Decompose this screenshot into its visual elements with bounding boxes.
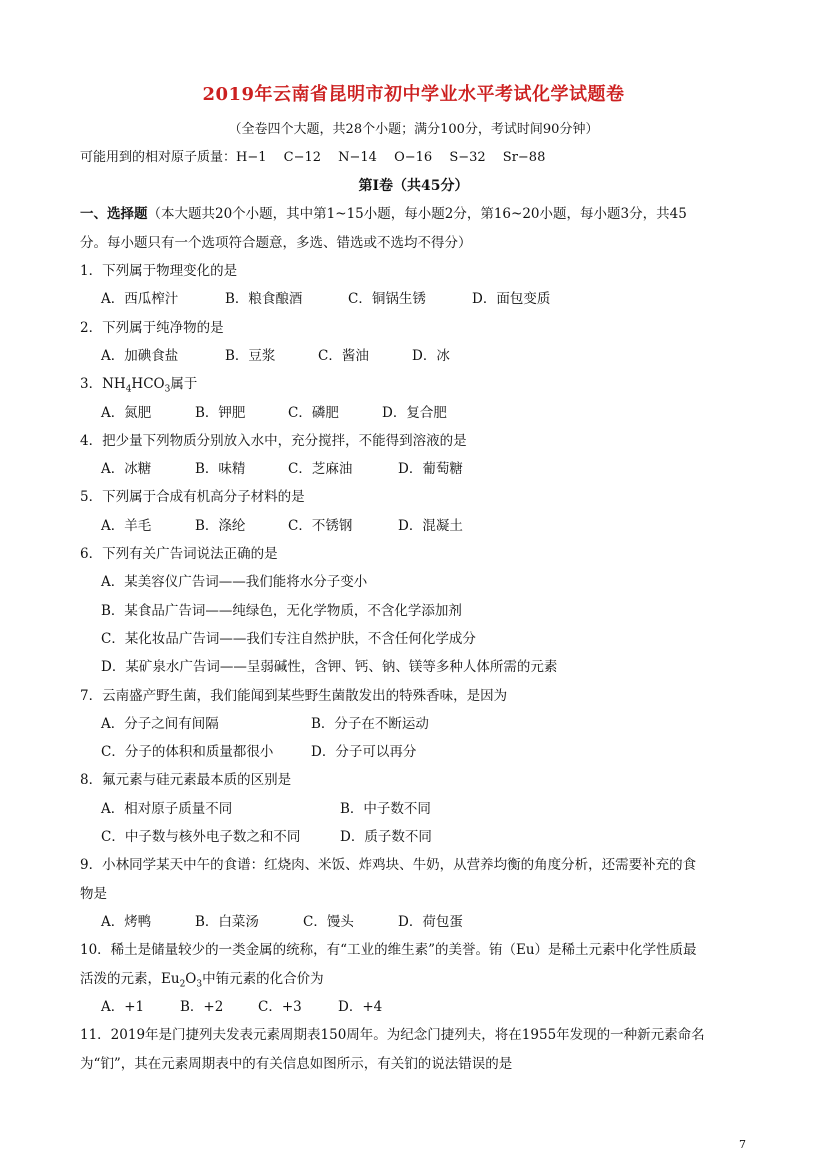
q8-option-a: A．相对原子质量不同	[101, 801, 233, 817]
q10-formula-part: O	[185, 971, 197, 987]
question-7-stem: 7．云南盛产野生菌，我们能闻到某些野生菌散发出的特殊香味，是因为	[80, 688, 508, 704]
q2-option-b: B．豆浆	[225, 348, 276, 364]
atomic-masses: 可能用到的相对原子质量：H−1 C−12 N−14 O−16 S−32 Sr−88	[80, 150, 546, 165]
instructions-line-1	[80, 202, 687, 222]
q3-option-a: A．氮肥	[101, 405, 152, 421]
exam-title: 2019年云南省昆明市初中学业水平考试化学试题卷	[202, 84, 625, 105]
q10-subscript: 2	[179, 979, 186, 990]
question-2-stem: 2．下列属于纯净物的是	[80, 320, 224, 336]
q8-option-b: B．中子数不同	[340, 801, 431, 817]
question-11-stem-line-1: 11．2019年是门捷列夫发表元素周期表150周年。为纪念门捷列夫，将在1955年发现的一种新元素命名	[80, 1027, 705, 1043]
q5-option-c: C．不锈钢	[288, 518, 353, 534]
q4-option-b: B．味精	[195, 461, 246, 477]
question-10-stem-line-1: 10．稀土是储量较少的一类金属的统称，有“工业的维生素”的美誉。铕（Eu）是稀土元素中化学性质最	[80, 942, 697, 958]
q4-option-c: C．芝麻油	[288, 461, 353, 477]
q9-option-b: B．白菜汤	[195, 914, 259, 930]
q10-option-b: B．+2	[180, 999, 224, 1015]
question-1-stem: 1．下列属于物理变化的是	[80, 263, 238, 279]
q4-option-d: D．葡萄糖	[398, 461, 463, 477]
exam-subtitle: （全卷四个大题，共28个小题；满分100分，考试时间90分钟）	[228, 122, 599, 137]
question-9-stem-line-1: 9．小林同学某天中午的食谱：红烧肉、米饭、炸鸡块、牛奶，从营养均衡的角度分析，还需要补充的食	[80, 857, 697, 873]
q3-formula-part: HCO	[131, 376, 165, 392]
page-number: 7	[739, 1138, 746, 1151]
q10-stem-text: 中铕元素的化合价为	[202, 971, 324, 987]
question-3-stem	[80, 372, 197, 395]
instructions-heading: 一、选择题	[80, 206, 148, 222]
question-6-stem: 6．下列有关广告词说法正确的是	[80, 546, 278, 562]
q8-option-c: C．中子数与核外电子数之和不同	[101, 829, 301, 845]
question-11-stem-line-2: 为“钔”，其在元素周期表中的有关信息如图所示，有关钔的说法错误的是	[80, 1056, 513, 1072]
question-4-stem: 4．把少量下列物质分别放入水中，充分搅拌，不能得到溶液的是	[80, 433, 467, 449]
q5-option-d: D．混凝土	[398, 518, 463, 534]
q10-option-a: A．+1	[101, 999, 145, 1015]
question-5-stem: 5．下列属于合成有机高分子材料的是	[80, 489, 305, 505]
q6-option-a: A．某美容仪广告词——我们能将水分子变小	[101, 574, 368, 590]
q2-option-d: D．冰	[412, 348, 450, 364]
instructions-text: （本大题共20个小题，其中第1~15小题，每小题2分，第16~20小题，每小题3分，共45	[147, 206, 687, 222]
q2-option-c: C．酱油	[318, 348, 369, 364]
question-9-stem-line-2: 物是	[80, 886, 107, 902]
q6-option-d: D．某矿泉水广告词——呈弱碱性，含钾、钙、钠、镁等多种人体所需的元素	[101, 659, 558, 675]
q1-option-b: B．粮食酿酒	[225, 291, 303, 307]
section-heading: 第Ⅰ卷（共45分）	[358, 178, 469, 194]
q9-option-d: D．荷包蛋	[398, 914, 463, 930]
q7-option-c: C．分子的体积和质量都很小	[101, 744, 274, 760]
q3-option-b: B．钾肥	[195, 405, 246, 421]
q10-stem-text: 活泼的元素，Eu	[80, 971, 180, 987]
q9-option-a: A．烤鸭	[101, 914, 152, 930]
q2-option-a: A．加碘食盐	[101, 348, 179, 364]
q9-option-c: C．馒头	[303, 914, 354, 930]
q5-option-b: B．涤纶	[195, 518, 246, 534]
q6-option-c: C．某化妆品广告词——我们专注自然护肤，不含任何化学成分	[101, 631, 476, 647]
q10-subscript: 3	[196, 979, 203, 990]
q10-option-d: D．+4	[338, 999, 383, 1015]
q3-subscript: 3	[164, 384, 171, 395]
q3-option-c: C．磷肥	[288, 405, 339, 421]
q3-option-d: D．复合肥	[382, 405, 447, 421]
q8-option-d: D．质子数不同	[340, 829, 432, 845]
q7-option-b: B．分子在不断运动	[311, 716, 429, 732]
instructions-line-2: 分。每小题只有一个选项符合题意，多选、错选或不选均不得分）	[80, 235, 472, 251]
question-8-stem: 8．氟元素与硅元素最本质的区别是	[80, 772, 292, 788]
q7-option-d: D．分子可以再分	[311, 744, 417, 760]
q1-option-d: D．面包变质	[472, 291, 551, 307]
q4-option-a: A．冰糖	[101, 461, 152, 477]
q5-option-a: A．羊毛	[101, 518, 152, 534]
q3-formula-part: 3．NH	[80, 376, 126, 392]
q3-stem-text: 属于	[170, 376, 198, 392]
question-10-stem-line-2	[80, 967, 324, 990]
q1-option-c: C．铜锅生锈	[348, 291, 426, 307]
q6-option-b: B．某食品广告词——纯绿色，无化学物质，不含化学添加剂	[101, 603, 462, 619]
q1-option-a: A．西瓜榨汁	[101, 291, 179, 307]
q10-option-c: C．+3	[258, 999, 302, 1015]
q7-option-a: A．分子之间有间隔	[101, 716, 219, 732]
q3-subscript: 4	[125, 384, 132, 395]
